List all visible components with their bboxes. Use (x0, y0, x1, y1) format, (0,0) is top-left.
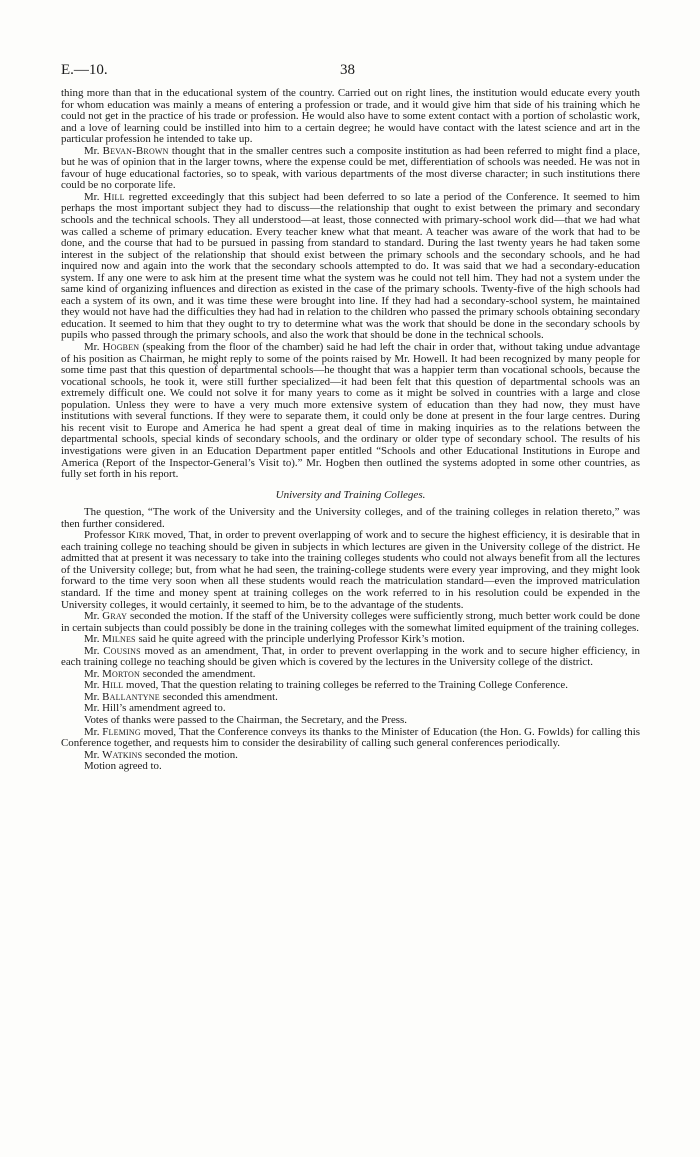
speaker-name: Milnes (102, 633, 136, 646)
speaker-prefix: Mr. (84, 690, 103, 703)
paragraph-text: moved, That, in order to prevent overlapping of work and to secure the highest efficiency, it is desirable that in each training college no teaching should be given in subjects in which lectures are given in the University college of the district. He admitted that at present it was necessary to take into the training colleges students who could not always benefit from all the lectures of the University college; but, from what he had seen, the training-college students were every year improving, and they might look forward to the time very soon when all these students would reach the matriculation standard—even the improved matriculation standard. If the time and money spent at training colleges on the work referred to in his resolution could be expended in the University colleges, it would certainly, it seemed to him, be to the advantage of the students. (61, 529, 640, 611)
speaker-name: Hill (102, 679, 124, 692)
speaker-name: Hogben (102, 341, 140, 354)
section-heading: University and Training Colleges. (275, 488, 426, 501)
speaker-name: Hill (103, 190, 125, 203)
speaker-prefix: Mr. (84, 644, 104, 657)
paragraph: Votes of thanks were passed to the Chairman, the Secretary, and the Press. (84, 713, 408, 726)
paragraph (61, 342, 640, 481)
speaker-prefix: Mr. (84, 748, 103, 761)
paragraph-text: moved, That the Conference conveys its thanks to the Minister of Education (the Hon. G. Fowlds) for calling this Conference together, and requests him to consider the desirability of calling such general conferences periodically. (61, 725, 640, 750)
paragraph-text: seconded the amendment. (139, 667, 256, 680)
speaker-name: Bevan-Brown (102, 144, 169, 157)
speaker-prefix: Professor (84, 529, 129, 542)
speaker-name: Gray (102, 610, 128, 623)
paragraph (61, 146, 640, 192)
paragraph-text: moved, That the question relating to training colleges be referred to the Training College Conference. (123, 679, 568, 692)
paragraph-text: seconded the motion. If the staff of the University colleges were sufficiently strong, much better work could be done in certain subjects than could possibly be done in the training colleges with the somewhat limited equipment of the training colleges. (61, 610, 640, 634)
paragraph: The question, “The work of the University and the University colleges, and of the training colleges in relation thereto,” was then further considered. (61, 506, 640, 530)
page-body (61, 88, 640, 773)
page-header (61, 62, 634, 78)
paragraph (61, 611, 640, 634)
page-number: 38 (340, 62, 355, 78)
paragraph-text: said he quite agreed with the principle underlying Professor Kirk’s motion. (135, 633, 465, 646)
speaker-prefix: Mr. (84, 667, 103, 680)
speaker-name: Ballantyne (102, 690, 160, 703)
page-code: E.—10. (61, 62, 108, 78)
speaker-name: Cousins (103, 644, 141, 657)
paragraph-text: (speaking from the floor of the chamber) said he had left the chair in order that, without taking undue advantage of his position as Chairman, he might reply to some of the points raised by Mr. Howell. It had been recognized by many people for some time past that this question of departmental schools—he thought that was a happier term than vocational schools, because the vocational schools, he took it, were still further specialized—it had been felt that this question of departmental schools was an extremely difficult one. We could not solve it for many years to come as it might be solved in countries with a large and close population. Unless they were to have a very much more extensive system of education than they had now, they must have institutions with several functions. If they were to separate them, it could only be done at present in the four large centres. During his recent visit to Europe and America he had spent a great deal of time in making inquiries as to the relations between the departmental schools, special kinds of secondary schools, and the ordinary or older type of secondary school. The results of his investigations were given in an Education Department paper entitled “Schools and other Educational Institutions in Europe and America (Report of the Inspector-General’s Visit to).” Mr. Hogben then outlined the systems adopted in some other countries, as fully set forth in his report. (61, 341, 640, 481)
paragraph-text: thought that in the smaller centres such a composite institution as had been referred to might find a place, but he was of opinion that in the larger towns, where the expense could be met, differentiation of schools was needed. He was not in favour of huge educational factories, so to speak, with various departments of the most diverse character; in such institutions there could be no corporate life. (61, 144, 640, 192)
speaker-name: Watkins (102, 748, 143, 761)
speaker-name: Morton (102, 667, 140, 680)
speaker-prefix: Mr. (84, 633, 103, 646)
speaker-prefix: Mr. (84, 725, 103, 738)
paragraph-text: seconded the motion. (142, 748, 238, 761)
speaker-prefix: Mr. (84, 144, 103, 157)
paragraph (61, 530, 640, 611)
speaker-name: Fleming (102, 725, 141, 738)
speaker-prefix: Mr. (84, 610, 103, 623)
speaker-prefix: Mr. (84, 341, 103, 354)
paragraph (61, 646, 640, 669)
speaker-name: Kirk (128, 529, 151, 542)
paragraph-text: moved as an amendment, That, in order to prevent overlapping in the work and to secure higher efficiency, in each training college no teaching should be given which is covered by the lectures in the University college of the district. (61, 644, 640, 669)
paragraph: Motion agreed to. (84, 760, 162, 773)
paragraph: thing more than that in the educational system of the country. Carried out on right lines, the institution would educate every youth for whom education was mainly a means of entering a profession or trade, and it would give him that side of his training which he could not get in the practice of his trade or profession. He would also have to some extent contact with a portion of scholastic work, and a love of learning could be instilled into him to a certain degree; he would have contact with the latest science and art in the particular profession he intended to take up. (61, 87, 640, 146)
paragraph (61, 727, 640, 750)
paragraph: Mr. Hill’s amendment agreed to. (84, 702, 226, 715)
speaker-prefix: Mr. (84, 679, 103, 692)
paragraph-text: seconded this amendment. (159, 690, 278, 703)
speaker-prefix: Mr. (84, 190, 104, 203)
paragraph-text: regretted exceedingly that this subject had been deferred to so late a period of the Conference. It seemed to him perhaps the most important subject they had to discuss—the relationship that ought to exist between the primary and secondary schools and the technical schools. They all understood—at least, those connected with primary-school work did—that we had what was called a scheme of primary education. Every teacher knew what that meant. A teacher was aware of the work that had to be done, and the course that had to be pursued in passing from standard to standard. During the last twenty years he had taken some interest in the subject of the relationship that should exist between the primary schools and the secondary schools, and he had inquired now and again into the work that the secondary schools attempted to do. It was said that we had a secondary-education system. If any one were to ask him at the present time what the system was he could not tell him. They had not a system under the same kind of organizing influences and direction as existed in the case of the primary schools. Twenty-five of the high schools had each a system of its own, and it was time these were brought into line. If they had had a secondary-school system, he maintained they would not have had the difficulties they had had in relation to the children who passed the primary schools obtaining secondary education. It seemed to him that they ought to try to determine what was the work that should be done in the secondary schools by pupils who passed through the primary schools, and also the work that should be done in the technical schools. (61, 190, 641, 342)
paragraph (61, 192, 640, 342)
